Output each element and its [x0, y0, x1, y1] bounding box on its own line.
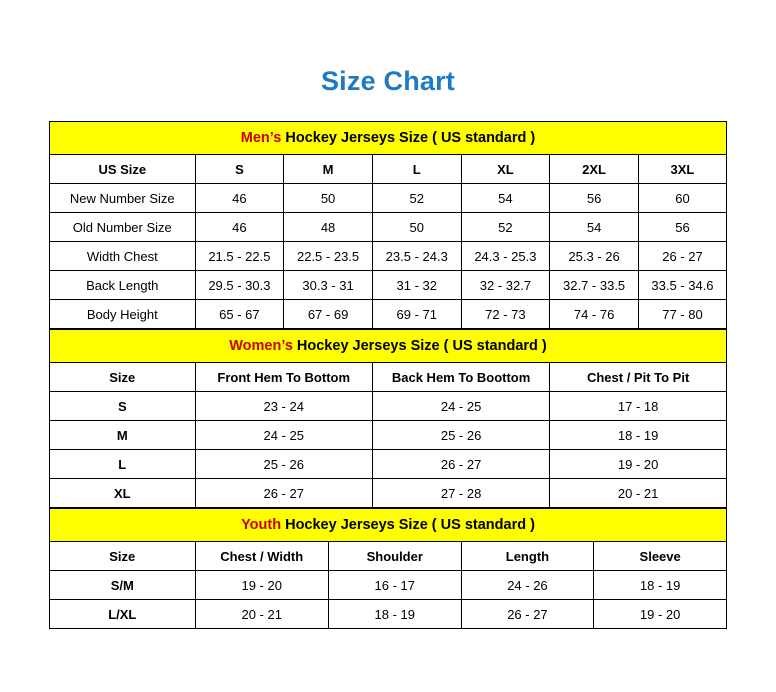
mens-row-0-val-2: 52: [372, 184, 461, 213]
youth-row-1-val-0: 20 - 21: [195, 600, 328, 629]
table-row: [50, 392, 727, 421]
mens-row-2-val-1: 22.5 - 23.5: [284, 242, 373, 271]
womens-row-3-label: XL: [50, 479, 196, 508]
youth-header-rest: Hockey Jerseys Size ( US standard ): [281, 517, 535, 533]
womens-col-0: Size: [50, 363, 196, 392]
mens-col-1: S: [195, 155, 284, 184]
mens-row-2-val-2: 23.5 - 24.3: [372, 242, 461, 271]
mens-col-6: 3XL: [638, 155, 726, 184]
table-row: [50, 600, 727, 629]
youth-row-0-val-2: 24 - 26: [461, 571, 594, 600]
womens-row-0-val-0: 23 - 24: [195, 392, 372, 421]
youth-section-header: [50, 509, 727, 542]
mens-row-4-label: Body Height: [50, 300, 196, 329]
table-row: [50, 571, 727, 600]
youth-col-4: Sleeve: [594, 542, 727, 571]
womens-col-3: Chest / Pit To Pit: [550, 363, 727, 392]
mens-row-1-val-4: 54: [550, 213, 639, 242]
mens-row-1-val-0: 46: [195, 213, 284, 242]
mens-row-2-val-5: 26 - 27: [638, 242, 726, 271]
mens-row-2-val-3: 24.3 - 25.3: [461, 242, 550, 271]
womens-row-1-val-1: 25 - 26: [372, 421, 549, 450]
womens-row-2-val-2: 19 - 20: [550, 450, 727, 479]
youth-col-2: Shoulder: [328, 542, 461, 571]
table-row: [50, 271, 727, 300]
mens-row-1-val-2: 50: [372, 213, 461, 242]
womens-row-1-val-0: 24 - 25: [195, 421, 372, 450]
mens-row-3-val-3: 32 - 32.7: [461, 271, 550, 300]
mens-row-2-label: Width Chest: [50, 242, 196, 271]
mens-header-rest: Hockey Jerseys Size ( US standard ): [281, 130, 536, 146]
mens-col-5: 2XL: [550, 155, 639, 184]
mens-row-0-val-0: 46: [195, 184, 284, 213]
mens-row-4-val-3: 72 - 73: [461, 300, 550, 329]
mens-row-1-label: Old Number Size: [50, 213, 196, 242]
youth-row-0-val-0: 19 - 20: [195, 571, 328, 600]
womens-row-0-label: S: [50, 392, 196, 421]
youth-row-0-label: S/M: [50, 571, 196, 600]
mens-row-3-label: Back Length: [50, 271, 196, 300]
womens-column-headers: [50, 363, 727, 392]
mens-row-0-label: New Number Size: [50, 184, 196, 213]
mens-section-header-cell: [50, 122, 727, 155]
page-title: Size Chart: [320, 66, 456, 96]
mens-header-accent: Men’s: [240, 130, 282, 146]
youth-col-3: Length: [461, 542, 594, 571]
mens-column-headers: [50, 155, 727, 184]
mens-row-3-val-0: 29.5 - 30.3: [195, 271, 284, 300]
mens-row-3-val-2: 31 - 32: [372, 271, 461, 300]
table-row: [50, 184, 727, 213]
womens-col-1: Front Hem To Bottom: [195, 363, 372, 392]
womens-col-2: Back Hem To Boottom: [372, 363, 549, 392]
womens-row-2-val-1: 26 - 27: [372, 450, 549, 479]
youth-column-headers: [50, 542, 727, 571]
mens-col-3: L: [372, 155, 461, 184]
mens-row-4-val-4: 74 - 76: [550, 300, 639, 329]
youth-row-0-val-1: 16 - 17: [328, 571, 461, 600]
womens-row-0-val-2: 17 - 18: [550, 392, 727, 421]
table-row: [50, 450, 727, 479]
table-row: [50, 242, 727, 271]
womens-row-3-val-2: 20 - 21: [550, 479, 727, 508]
mens-size-table: [49, 121, 727, 329]
mens-section-header: [50, 122, 727, 155]
mens-row-3-val-5: 33.5 - 34.6: [638, 271, 726, 300]
womens-header-accent: Women’s: [229, 338, 293, 354]
mens-row-4-val-5: 77 - 80: [638, 300, 726, 329]
mens-row-0-val-5: 60: [638, 184, 726, 213]
mens-row-3-val-1: 30.3 - 31: [284, 271, 373, 300]
mens-row-0-val-4: 56: [550, 184, 639, 213]
youth-row-0-val-3: 18 - 19: [594, 571, 727, 600]
womens-header-rest: Hockey Jerseys Size ( US standard ): [292, 338, 547, 354]
table-row: [50, 300, 727, 329]
womens-row-3-val-0: 26 - 27: [195, 479, 372, 508]
mens-col-2: M: [284, 155, 373, 184]
size-tables: [49, 97, 727, 629]
womens-row-2-val-0: 25 - 26: [195, 450, 372, 479]
mens-row-3-val-4: 32.7 - 33.5: [550, 271, 639, 300]
womens-size-table: [49, 329, 727, 508]
mens-row-0-val-3: 54: [461, 184, 550, 213]
mens-row-2-val-4: 25.3 - 26: [550, 242, 639, 271]
womens-row-2-label: L: [50, 450, 196, 479]
youth-row-1-val-2: 26 - 27: [461, 600, 594, 629]
youth-size-table: [49, 508, 727, 629]
table-row: [50, 213, 727, 242]
womens-section-header-cell: [50, 330, 727, 363]
youth-section-header-cell: [50, 509, 727, 542]
table-row: [50, 479, 727, 508]
mens-col-0: US Size: [50, 155, 196, 184]
mens-row-4-val-0: 65 - 67: [195, 300, 284, 329]
mens-col-4: XL: [461, 155, 550, 184]
womens-row-3-val-1: 27 - 28: [372, 479, 549, 508]
mens-row-1-val-3: 52: [461, 213, 550, 242]
youth-col-1: Chest / Width: [195, 542, 328, 571]
mens-row-4-val-1: 67 - 69: [284, 300, 373, 329]
youth-header-accent: Youth: [241, 517, 282, 533]
mens-row-4-val-2: 69 - 71: [372, 300, 461, 329]
womens-row-1-val-2: 18 - 19: [550, 421, 727, 450]
mens-row-2-val-0: 21.5 - 22.5: [195, 242, 284, 271]
womens-row-1-label: M: [50, 421, 196, 450]
youth-row-1-val-1: 18 - 19: [328, 600, 461, 629]
youth-col-0: Size: [50, 542, 196, 571]
mens-row-1-val-5: 56: [638, 213, 726, 242]
mens-row-0-val-1: 50: [284, 184, 373, 213]
womens-section-header: [50, 330, 727, 363]
youth-row-1-label: L/XL: [50, 600, 196, 629]
mens-row-1-val-1: 48: [284, 213, 373, 242]
table-row: [50, 421, 727, 450]
womens-row-0-val-1: 24 - 25: [372, 392, 549, 421]
youth-row-1-val-3: 19 - 20: [594, 600, 727, 629]
